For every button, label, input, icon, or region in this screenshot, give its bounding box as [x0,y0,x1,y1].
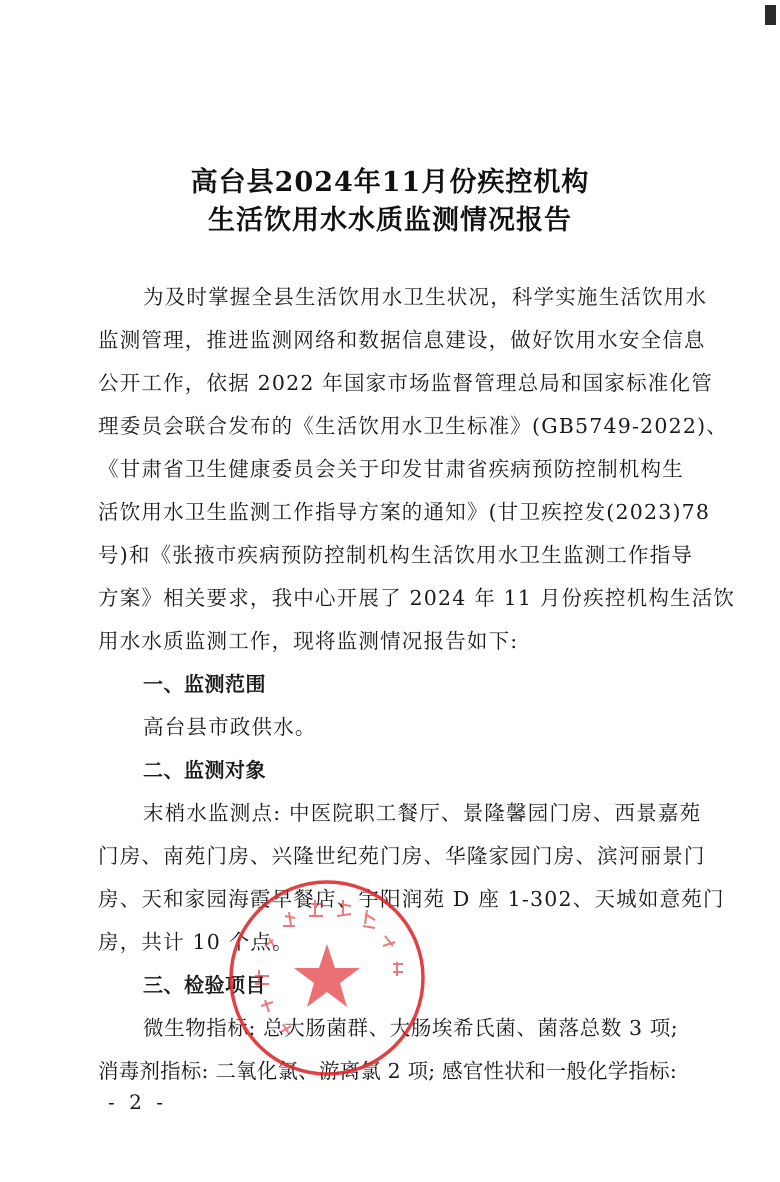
section-2-heading: 二、监测对象 [143,758,266,782]
section-2-line: 房，共计 10 个点。 [98,930,294,954]
official-seal-stamp [225,876,429,1080]
intro-line: 公开工作，依据 2022 年国家市场监督管理总局和国家标准化管 [98,371,713,395]
section-2-line: 门房、南苑门房、兴隆世纪苑门房、华隆家园门房、滨河丽景门 [98,844,706,868]
intro-line: 活饮用水卫生监测工作指导方案的通知》(甘卫疾控发(2023)78 [98,500,711,524]
section-3-line: 消毒剂指标: 二氧化氯、游离氯 2 项; 感官性状和一般化学指标: [98,1059,677,1083]
section-1-body: 高台县市政供水。 [143,715,317,739]
document-title-line-2: 生活饮用水水质监测情况报告 [208,205,572,236]
intro-line: 号)和《张掖市疾病预防控制机构生活饮用水卫生监测工作指导 [98,543,694,567]
seal-star-icon [294,944,360,1007]
intro-line: 为及时掌握全县生活饮用水卫生状况，科学实施生活饮用水 [143,285,708,309]
intro-line: 监测管理，推进监测网络和数据信息建设，做好饮用水安全信息 [98,328,706,352]
intro-line: 理委员会联合发布的《生活饮用水卫生标准》(GB5749-2022)、 [98,414,729,438]
intro-line: 方案》相关要求，我中心开展了 2024 年 11 月份疾控机构生活饮 [98,586,736,610]
section-3-line: 微生物指标: 总大肠菌群、大肠埃希氏菌、菌落总数 3 项; [143,1016,679,1040]
section-2-line: 末梢水监测点: 中医院职工餐厅、景隆馨园门房、西景嘉苑 [143,801,702,825]
document-title-line-1: 高台县2024年11月份疾控机构 [190,167,590,198]
page-number: - 2 - [108,1090,167,1114]
section-1-heading: 一、监测范围 [143,672,266,696]
intro-line: 用水水质监测工作，现将监测情况报告如下: [98,629,519,653]
section-2-line: 房、天和家园海霞早餐店、宇阳润苑 D 座 1-302、天城如意苑门 [98,887,725,911]
scan-corner-mark [765,5,776,25]
section-3-heading: 三、检验项目 [143,973,266,997]
intro-line: 《甘肃省卫生健康委员会关于印发甘肃省疾病预防控制机构生 [98,457,684,481]
